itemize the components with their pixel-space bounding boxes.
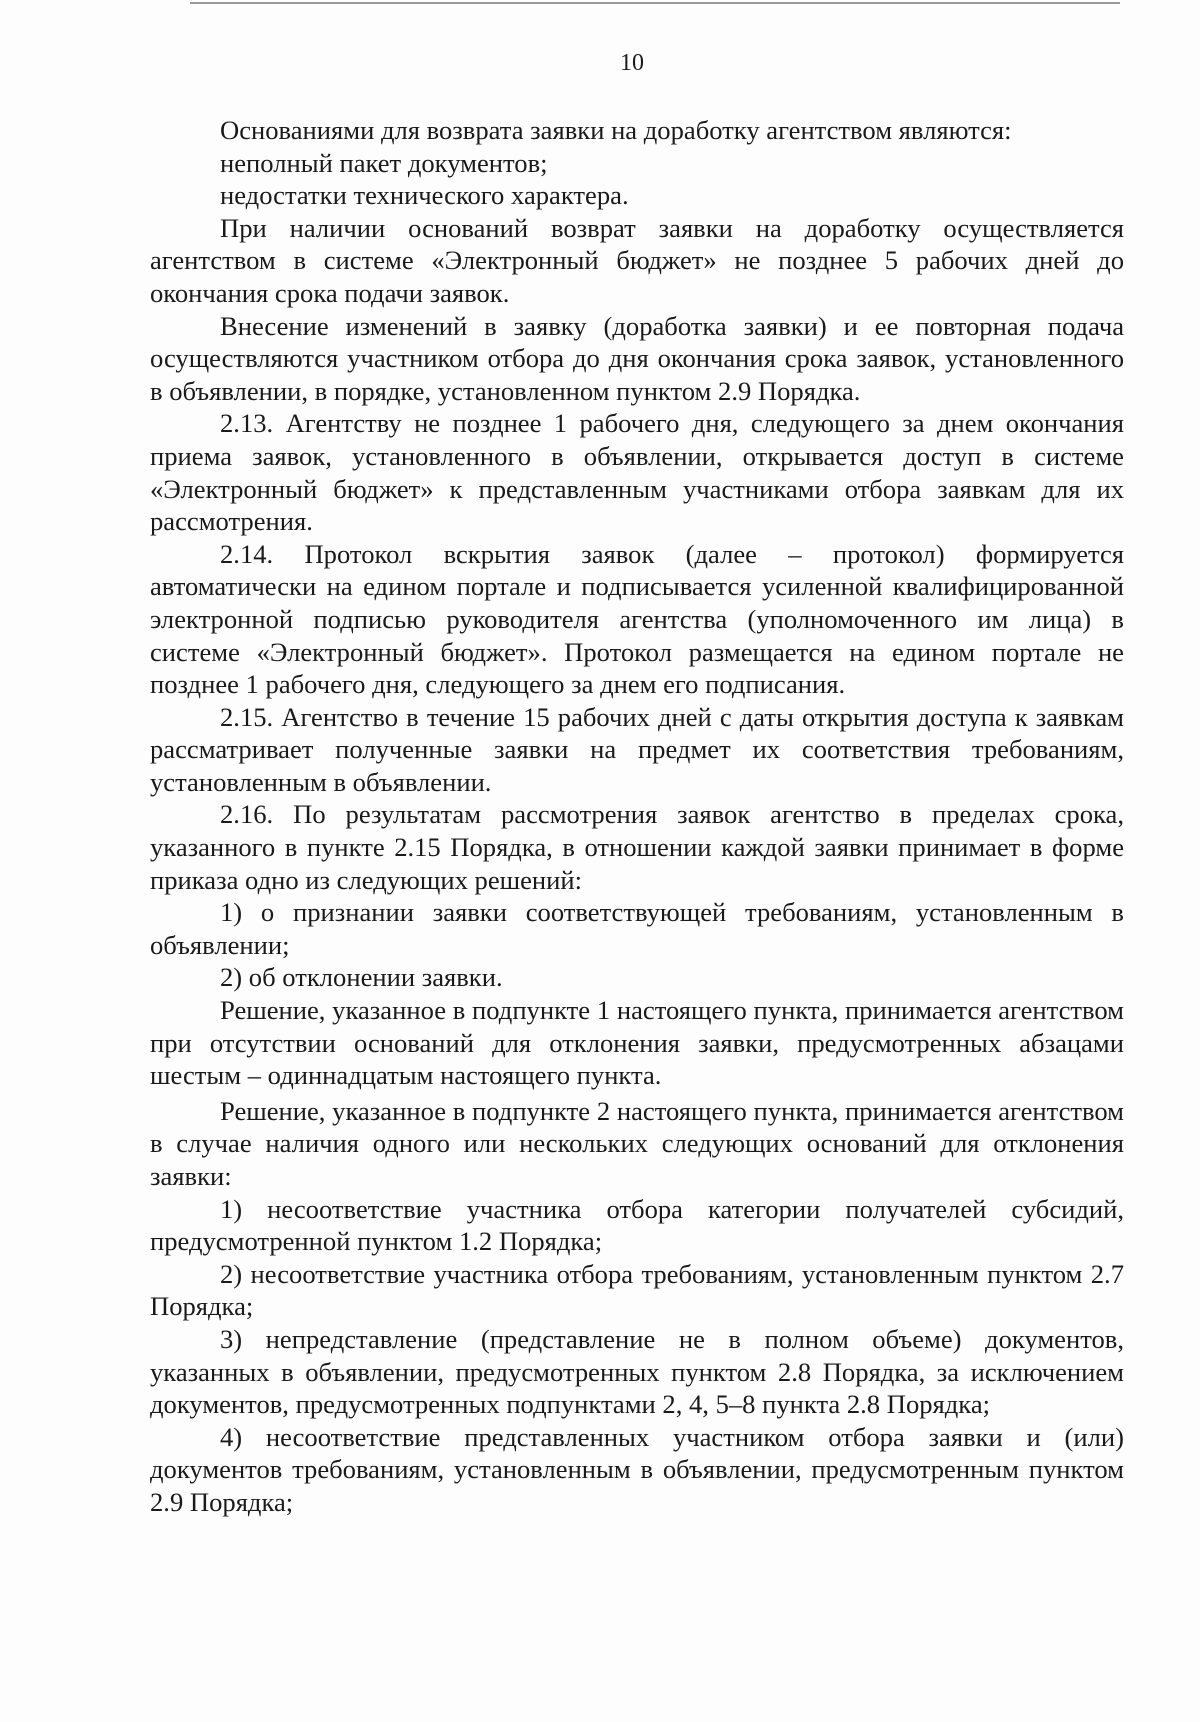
paragraph: 2.13. Агентству не позднее 1 рабочего дня, следующего за днем окончания приема заявок, установленного в объявлении, открывается доступ в системе «Электронный бюджет» к представленным участниками отбора заявкам для их рассмотрения.: [150, 408, 1124, 537]
document-body: [150, 114, 1124, 1519]
paragraph: 2.14. Протокол вскрытия заявок (далее – протокол) формируется автоматически на едином портале и подписывается усиленной квалифицированной электронной подписью руководителя агентства (уполномоченного им лица) в системе «Электронный бюджет». Протокол размещается на едином портале не позднее 1 рабочего дня, следующего за днем его подписания.: [150, 538, 1124, 700]
paragraph: 3) непредставление (представление не в полном объеме) документов, указанных в объявлении, предусмотренных пунктом 2.8 Порядка, за исключением документов, предусмотренных подпунктами 2, 4, 5–8 пункта 2.8 Порядка;: [150, 1323, 1124, 1420]
paragraph: Внесение изменений в заявку (доработка заявки) и ее повторная подача осуществляются участником отбора до дня окончания срока заявок, установленного в объявлении, в порядке, установленном пунктом 2.9 Порядка.: [150, 310, 1124, 406]
paragraph: недостатки технического характера.: [220, 180, 629, 211]
paragraph: 2) несоответствие участника отбора требованиям, установленным пунктом 2.7 Порядка;: [150, 1258, 1124, 1322]
top-border-line: [190, 2, 1120, 4]
paragraph: Основаниями для возврата заявки на доработку агентством являются:: [220, 115, 1012, 145]
paragraph: Решение, указанное в подпункте 1 настоящего пункта, принимается агентством при отсутствии оснований для отклонения заявки, предусмотренных абзацами шестым – одиннадцатым настоящего пункта.: [150, 995, 1124, 1091]
paragraph: Решение, указанное в подпункте 2 настоящего пункта, принимается агентством в случае наличия одного или нескольких следующих оснований для отклонения заявки:: [150, 1095, 1124, 1191]
page-number: 10: [620, 50, 644, 76]
paragraph: 2.16. По результатам рассмотрения заявок агентство в пределах срока, указанного в пункте 2.15 Порядка, в отношении каждой заявки принимает в форме приказа одно из следующих решений:: [150, 799, 1124, 895]
paragraph: 2.15. Агентство в течение 15 рабочих дней с даты открытия доступа к заявкам рассматривает полученные заявки на предмет их соответствия требованиям, установленным в объявлении.: [150, 701, 1124, 797]
paragraph: 2) об отклонении заявки.: [220, 962, 503, 993]
paragraph: 1) о признании заявки соответствующей требованиям, установленным в объявлении;: [150, 897, 1124, 960]
paragraph: 4) несоответствие представленных участником отбора заявки и (или) документов требованиям, установленным в объявлении, предусмотренным пунктом 2.9 Порядка;: [150, 1421, 1124, 1517]
paragraph: 1) несоответствие участника отбора категории получателей субсидий, предусмотренной пунктом 1.2 Порядка;: [150, 1193, 1124, 1257]
paragraph: неполный пакет документов;: [220, 147, 548, 178]
paragraph: При наличии оснований возврат заявки на доработку осуществляется агентством в системе «Электронный бюджет» не позднее 5 рабочих дней до окончания срока подачи заявок.: [150, 212, 1124, 308]
